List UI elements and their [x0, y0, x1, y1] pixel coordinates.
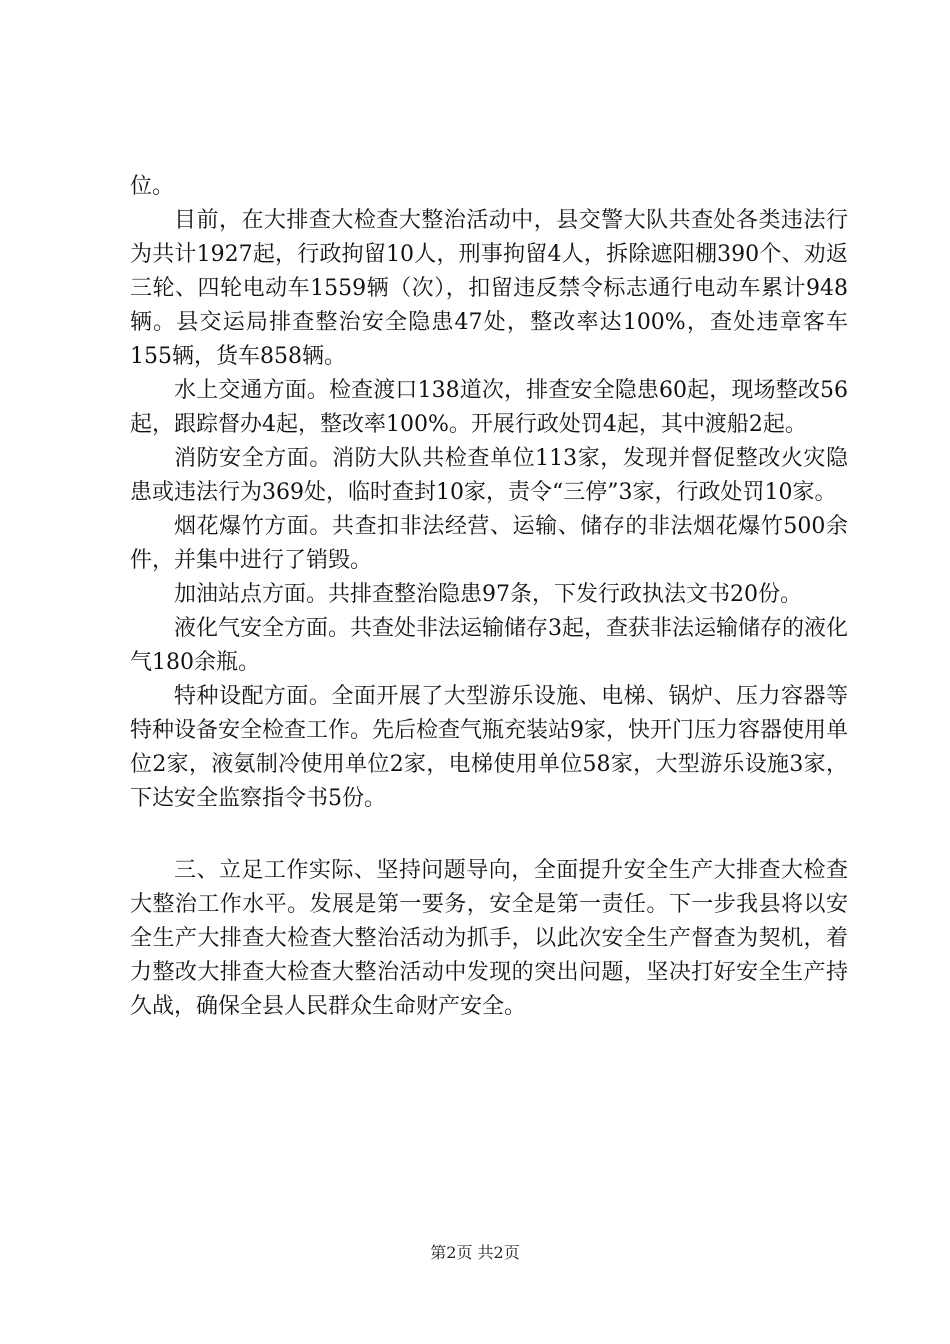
paragraph-fireworks: 烟花爆竹方面。共查扣非法经营、运输、储存的非法烟花爆竹500余件，并集中进行了销毁。 — [130, 514, 848, 573]
paragraph-water-traffic: 水上交通方面。检查渡口138道次，排查安全隐患60起，现场整改56起，跟踪督办4起，整改率100%。开展行政处罚4起，其中渡船2起。 — [130, 378, 848, 437]
document-body — [130, 170, 848, 1024]
paragraph-section-three: 三、立足工作实际、坚持问题导向，全面提升安全生产大排查大检查大整治工作水平。发展是第一要务，安全是第一责任。下一步我县将以安全生产大排查大检查大整治活动为抓手，以此次安全生产督查为契机，着力整改大排查大检查大整治活动中发现的突出问题，坚决打好安全生产持久战，确保全县人民群众生命财产安全。 — [130, 858, 848, 1019]
paragraph-traffic-police: 目前，在大排查大检查大整治活动中，县交警大队共查处各类违法行为共计1927起，行政拘留10人，刑事拘留4人，拆除遮阳棚390个、劝返三轮、四轮电动车1559辆（次），扣留违反禁令标志通行电动车累计948辆。县交运局排查整治安全隐患47处，整改率达100%，查处违章客车155辆，货车858辆。 — [130, 208, 848, 369]
paragraph-fire-safety: 消防安全方面。消防大队共检查单位113家，发现并督促整改火灾隐患或违法行为369处，临时查封10家，责令“三停”3家，行政处罚10家。 — [130, 446, 848, 505]
paragraph-lpg-safety: 液化气安全方面。共查处非法运输储存3起，查获非法运输储存的液化气180余瓶。 — [130, 616, 848, 675]
paragraph-special-equipment: 特种设配方面。全面开展了大型游乐设施、电梯、锅炉、压力容器等特种设备安全检查工作。先后检查气瓶充装站9家，快开门压力容器使用单位2家，液氨制冷使用单位2家，电梯使用单位58家，大型游乐设施3家，下达安全监察指令书5份。 — [130, 684, 848, 811]
page-footer: 第2页 共2页 — [430, 1243, 520, 1262]
paragraph-gas-stations: 加油站点方面。共排查整治隐患97条，下发行政执法文书20份。 — [174, 582, 802, 607]
paragraph-continuation: 位。 — [130, 174, 175, 199]
